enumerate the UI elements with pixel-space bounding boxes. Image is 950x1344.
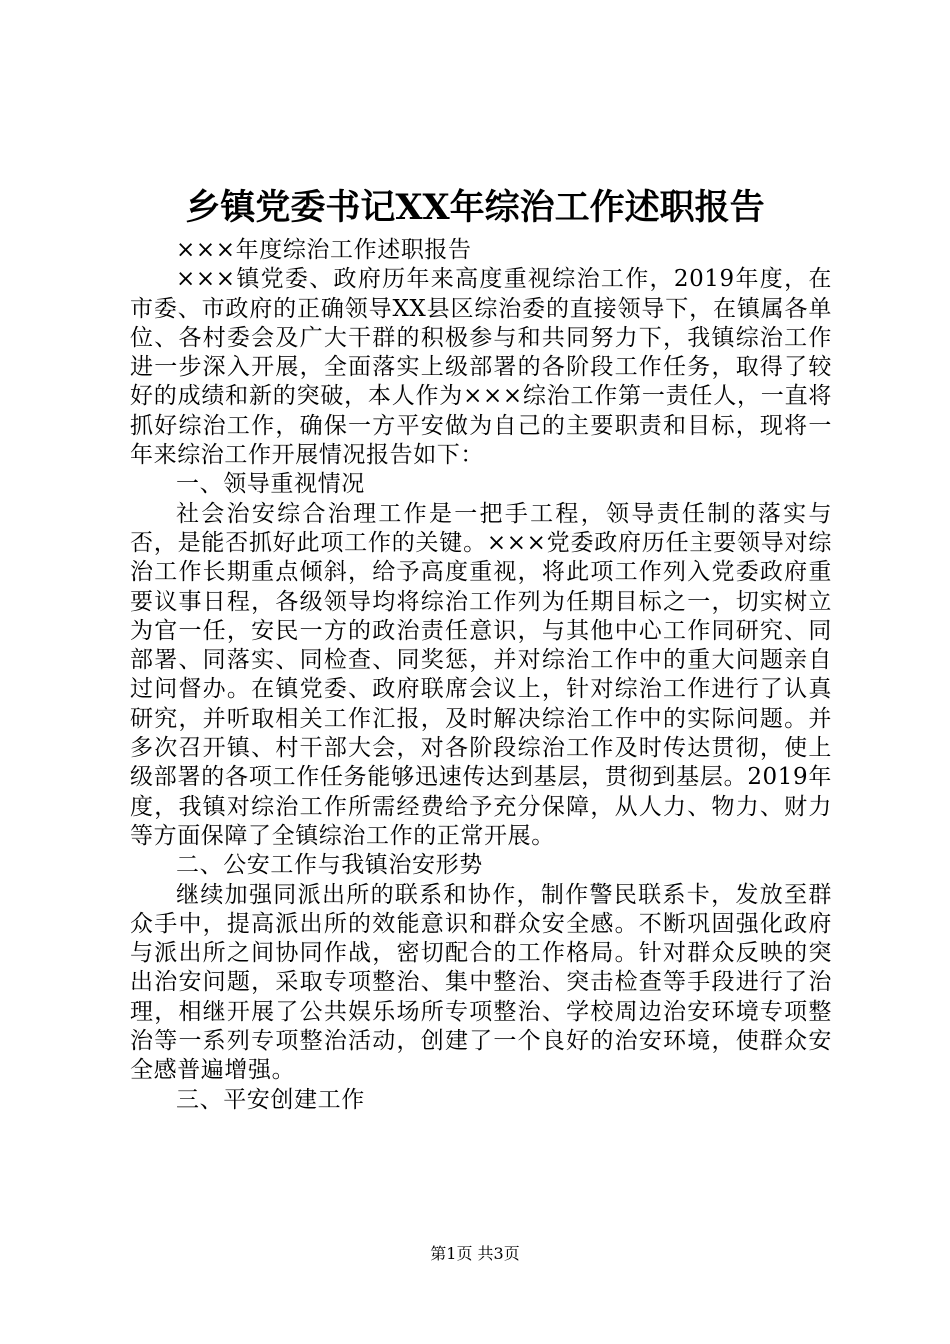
section-1-paragraph: 社会治安综合治理工作是一把手工程，领导责任制的落实与否，是能否抓好此项工作的关键。×××党委政府历任主要领导对综治工作长期重点倾斜，给予高度重视，将此项工作列入党委政府重要议事日程，各级领导均将综治工作列为任期目标之一，切实树立为官一任，安民一方的政治责任意识，与其他中心工作同研究、同部署、同落实、同检查、同奖惩，并对综治工作中的重大问题亲自过问督办。在镇党委、政府联席会议上，针对综治工作进行了认真研究，并听取相关工作汇报，及时解决综治工作中的实际问题。并多次召开镇、村干部大会，对各阶段综治工作及时传达贯彻，使上级部署的各项工作任务能够迅速传达到基层，贯彻到基层。2019年度，我镇对综治工作所需经费给予充分保障，从人力、物力、财力等方面保障了全镇综治工作的正常开展。 [130,500,832,849]
intro-paragraph: ×××镇党委、政府历年来高度重视综治工作，2019年度，在市委、市政府的正确领导XX县区综治委的直接领导下，在镇属各单位、各村委会及广大干群的积极参与和共同努力下，我镇综治工作进一步深入开展，全面落实上级部署的各阶段工作任务，取得了较好的成绩和新的突破，本人作为×××综治工作第一责任人，一直将抓好综治工作，确保一方平安做为自己的主要职责和目标，现将一年来综治工作开展情况报告如下： [130,266,832,469]
section-heading-2: 二、公安工作与我镇治安形势 [176,852,483,879]
section-2-paragraph: 继续加强同派出所的联系和协作，制作警民联系卡，发放至群众手中，提高派出所的效能意识和群众安全感。不断巩固强化政府与派出所之间协同作战，密切配合的工作格局。针对群众反映的突出治安问题，采取专项整治、集中整治、突击检查等手段进行了治理，相继开展了公共娱乐场所专项整治、学校周边治安环境专项整治等一系列专项整治活动，创建了一个良好的治安环境，使群众安全感普遍增强。 [130,881,832,1084]
report-subtitle-paragraph: ×××年度综治工作述职报告 [176,237,472,263]
section-heading-1: 一、领导重视情况 [176,471,365,498]
document-title: 乡镇党委书记XX年综治工作述职报告 [185,187,765,228]
section-heading-3: 三、平安创建工作 [176,1086,365,1113]
page-footer: 第1页 共3页 [430,1244,520,1263]
document-body [130,236,832,1115]
